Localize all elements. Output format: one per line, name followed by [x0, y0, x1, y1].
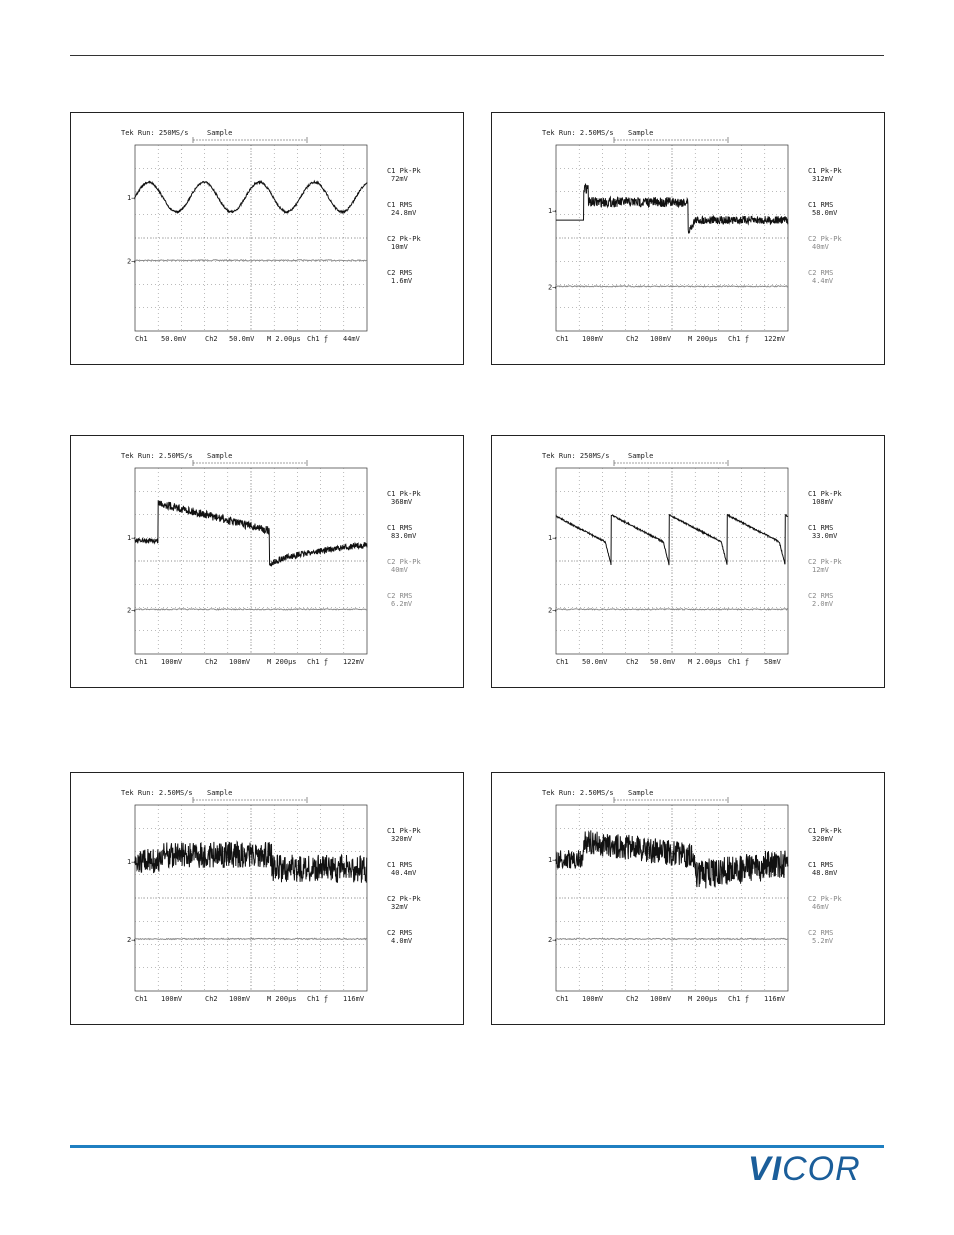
scope-display [71, 113, 463, 364]
scope-header: Tek Run: 2.50MS/s [542, 789, 614, 797]
stat-value: 12mV [812, 566, 829, 574]
footer-0: Ch1 [135, 335, 148, 343]
stat-value: 58.0mV [812, 209, 838, 217]
ch2-marker: 2→ [548, 283, 557, 292]
ch1-trace [556, 830, 788, 888]
footer-4: M 200µs [688, 995, 718, 1003]
stat-value: 312mV [812, 175, 834, 183]
ch2-marker: 2→ [127, 935, 136, 944]
stat-value: 1.6mV [391, 277, 413, 285]
scope-display [71, 773, 463, 1024]
stat-label: C1 Pk-Pk [387, 167, 421, 175]
scope-header: Tek Run: 250MS/s [542, 452, 610, 460]
stat-label: C1 RMS [808, 861, 834, 869]
footer-5: Ch1 ƒ [307, 995, 329, 1003]
ch1-trace [556, 514, 788, 565]
footer-6: 44mV [343, 335, 360, 343]
footer-0: Ch1 [135, 658, 148, 666]
footer-6: 58mV [764, 658, 781, 666]
stat-value: 320mV [391, 835, 413, 843]
stat-label: C2 Pk-Pk [387, 235, 421, 243]
footer-0: Ch1 [556, 335, 569, 343]
acquisition-mode: Sample [628, 789, 654, 797]
stat-label: C1 RMS [808, 524, 834, 532]
ch2-trace [135, 938, 367, 939]
stat-label: C1 RMS [387, 201, 413, 209]
footer-5: Ch1 ƒ [307, 335, 329, 343]
footer-3: 100mV [650, 335, 672, 343]
stat-value: 4.4mV [812, 277, 834, 285]
stat-value: 72mV [391, 175, 408, 183]
footer-2: Ch2 [205, 335, 218, 343]
footer-1: 100mV [582, 335, 604, 343]
ch2-marker: 2→ [548, 606, 557, 615]
stat-label: C1 Pk-Pk [387, 827, 421, 835]
footer-3: 100mV [229, 658, 251, 666]
footer-5: Ch1 ƒ [307, 658, 329, 666]
ch1-marker: 1→ [127, 857, 136, 866]
stat-value: 46mV [812, 903, 829, 911]
acquisition-mode: Sample [207, 452, 233, 460]
stat-value: 24.8mV [391, 209, 417, 217]
scope-panel-3 [70, 435, 464, 688]
footer-0: Ch1 [135, 995, 148, 1003]
stat-label: C2 Pk-Pk [808, 558, 842, 566]
stat-label: C1 RMS [387, 524, 413, 532]
ch1-marker: 1→ [127, 533, 136, 542]
footer-4: M 2.00µs [267, 335, 301, 343]
scope-display [71, 436, 463, 687]
stat-label: C2 RMS [808, 592, 834, 600]
stat-label: C2 RMS [808, 929, 834, 937]
stat-label: C2 Pk-Pk [387, 558, 421, 566]
stat-label: C2 RMS [387, 929, 413, 937]
scope-header: Tek Run: 2.50MS/s [542, 129, 614, 137]
stat-label: C2 RMS [808, 269, 834, 277]
footer-3: 50.0mV [650, 658, 676, 666]
scope-panel-5 [70, 772, 464, 1025]
stat-label: C1 Pk-Pk [808, 490, 842, 498]
ch2-marker: 2→ [127, 257, 136, 266]
scope-header: Tek Run: 2.50MS/s [121, 452, 193, 460]
scope-panel-6 [491, 772, 885, 1025]
stat-value: 48.8mV [812, 869, 838, 877]
stat-value: 5.2mV [812, 937, 834, 945]
scope-header: Tek Run: 250MS/s [121, 129, 189, 137]
stat-value: 2.0mV [812, 600, 834, 608]
vicor-logo [748, 1150, 888, 1190]
scope-display [492, 773, 884, 1024]
stat-label: C1 Pk-Pk [387, 490, 421, 498]
stat-value: 368mV [391, 498, 413, 506]
footer-6: 122mV [343, 658, 365, 666]
stat-label: C1 RMS [808, 201, 834, 209]
scope-display [492, 436, 884, 687]
footer-2: Ch2 [205, 658, 218, 666]
scope-panel-1 [70, 112, 464, 365]
footer-5: Ch1 ƒ [728, 658, 750, 666]
stat-label: C2 RMS [387, 592, 413, 600]
scope-panel-4 [491, 435, 885, 688]
stat-value: 4.0mV [391, 937, 413, 945]
footer-3: 50.0mV [229, 335, 255, 343]
ch1-marker: 1→ [127, 194, 136, 203]
footer-6: 122mV [764, 335, 786, 343]
footer-6: 116mV [764, 995, 786, 1003]
ch2-marker: 2→ [127, 606, 136, 615]
stat-value: 40.4mV [391, 869, 417, 877]
footer-1: 50.0mV [161, 335, 187, 343]
ch1-marker: 1→ [548, 855, 557, 864]
footer-2: Ch2 [626, 658, 639, 666]
footer-4: M 200µs [267, 658, 297, 666]
stat-value: 6.2mV [391, 600, 413, 608]
scope-header: Tek Run: 2.50MS/s [121, 789, 193, 797]
stat-value: 83.0mV [391, 532, 417, 540]
footer-2: Ch2 [626, 995, 639, 1003]
footer-1: 100mV [582, 995, 604, 1003]
footer-1: 50.0mV [582, 658, 608, 666]
acquisition-mode: Sample [628, 452, 654, 460]
stat-value: 40mV [812, 243, 829, 251]
footer-0: Ch1 [556, 995, 569, 1003]
footer-5: Ch1 ƒ [728, 995, 750, 1003]
footer-6: 116mV [343, 995, 365, 1003]
stat-label: C2 Pk-Pk [808, 235, 842, 243]
scope-display [492, 113, 884, 364]
acquisition-mode: Sample [207, 789, 233, 797]
footer-3: 100mV [229, 995, 251, 1003]
ch2-trace [556, 938, 788, 939]
footer-1: 100mV [161, 658, 183, 666]
logo-cor: COR [782, 1150, 861, 1188]
footer-4: M 2.00µs [688, 658, 722, 666]
stat-label: C2 RMS [387, 269, 413, 277]
ch2-marker: 2→ [548, 935, 557, 944]
scope-panel-2 [491, 112, 885, 365]
stat-label: C1 RMS [387, 861, 413, 869]
stat-value: 40mV [391, 566, 408, 574]
footer-2: Ch2 [626, 335, 639, 343]
stat-label: C1 Pk-Pk [808, 827, 842, 835]
ch2-trace [135, 260, 367, 261]
logo-vi: VI [748, 1150, 783, 1188]
stat-value: 108mV [812, 498, 834, 506]
stat-value: 32mV [391, 903, 408, 911]
footer-5: Ch1 ƒ [728, 335, 750, 343]
header-rule [70, 55, 884, 56]
stat-label: C2 Pk-Pk [808, 895, 842, 903]
footer-2: Ch2 [205, 995, 218, 1003]
stat-value: 33.0mV [812, 532, 838, 540]
stat-value: 320mV [812, 835, 834, 843]
stat-label: C1 Pk-Pk [808, 167, 842, 175]
footer-4: M 200µs [688, 335, 718, 343]
footer-3: 100mV [650, 995, 672, 1003]
footer-0: Ch1 [556, 658, 569, 666]
footer-1: 100mV [161, 995, 183, 1003]
acquisition-mode: Sample [207, 129, 233, 137]
stat-label: C2 Pk-Pk [387, 895, 421, 903]
footer-4: M 200µs [267, 995, 297, 1003]
ch1-marker: 1→ [548, 533, 557, 542]
stat-value: 10mV [391, 243, 408, 251]
footer-rule [70, 1145, 884, 1148]
ch1-marker: 1→ [548, 207, 557, 216]
acquisition-mode: Sample [628, 129, 654, 137]
